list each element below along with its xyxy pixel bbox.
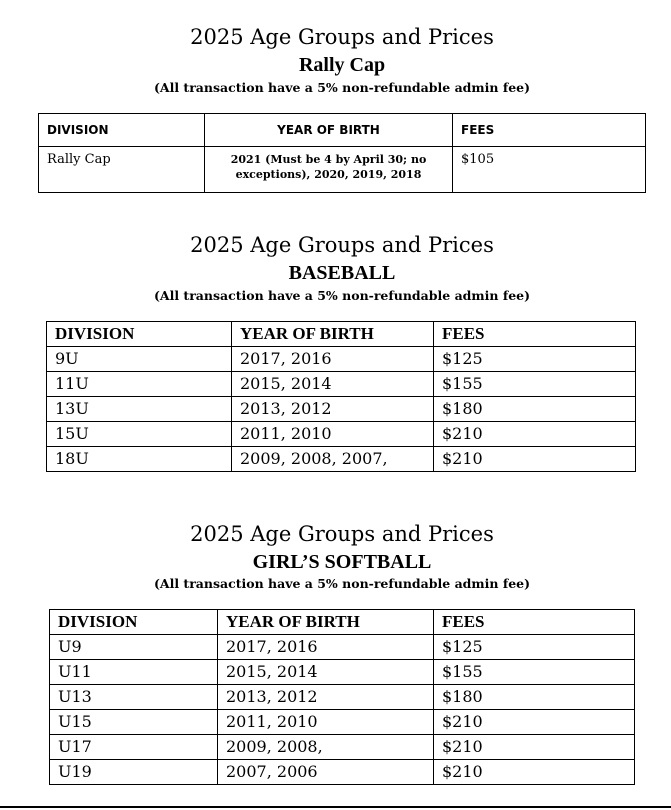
table-row — [47, 422, 636, 447]
table-row — [50, 685, 635, 710]
cell-fees: $210 — [434, 422, 636, 447]
cell-division: Rally Cap — [39, 147, 205, 193]
cell-division: U17 — [50, 735, 218, 760]
table-header-row — [47, 322, 636, 347]
admin-fee-note-softball: (All transaction have a 5% non-refundable admin fee) — [153, 576, 531, 591]
cell-year-of-birth: 2007, 2006 — [218, 760, 434, 785]
cell-year-of-birth: 2015, 2014 — [232, 372, 434, 397]
cell-fees: $210 — [434, 760, 635, 785]
cell-division: U13 — [50, 685, 218, 710]
cell-fees: $210 — [434, 735, 635, 760]
table-row — [47, 347, 636, 372]
table-row — [47, 447, 636, 472]
header-fees: FEES — [434, 322, 636, 347]
cell-fees: $210 — [434, 447, 636, 472]
section-subtitle-rally-cap: Rally Cap — [298, 54, 386, 76]
header-year-of-birth: YEAR OF BIRTH — [205, 114, 453, 147]
cell-fees: $125 — [434, 635, 635, 660]
cell-year-of-birth: 2011, 2010 — [232, 422, 434, 447]
cell-division: 15U — [47, 422, 232, 447]
header-year-of-birth: YEAR OF BIRTH — [232, 322, 434, 347]
cell-fees: $180 — [434, 685, 635, 710]
table-header-row — [39, 114, 646, 147]
section-title-rally-cap: 2025 Age Groups and Prices — [190, 25, 494, 49]
section-subtitle-baseball: BASEBALL — [288, 262, 396, 284]
header-fees: FEES — [453, 114, 646, 147]
header-year-of-birth: YEAR OF BIRTH — [218, 610, 434, 635]
softball-table — [49, 609, 635, 785]
header-division: DIVISION — [50, 610, 218, 635]
cell-division: 13U — [47, 397, 232, 422]
cell-division: 18U — [47, 447, 232, 472]
cell-year-of-birth: 2021 (Must be 4 by April 30; no exceptions), 2020, 2019, 2018 — [205, 147, 453, 193]
cell-year-of-birth: 2009, 2008, 2007, — [232, 447, 434, 472]
header-division: DIVISION — [47, 322, 232, 347]
cell-year-of-birth: 2013, 2012 — [218, 685, 434, 710]
table-row — [47, 372, 636, 397]
section-title-baseball: 2025 Age Groups and Prices — [190, 233, 494, 257]
table-header-row — [50, 610, 635, 635]
cell-division: U15 — [50, 710, 218, 735]
section-subtitle-softball: GIRL’S SOFTBALL — [252, 551, 432, 573]
table-row — [50, 635, 635, 660]
table-row — [39, 147, 646, 193]
cell-fees: $105 — [453, 147, 646, 193]
cell-fees: $210 — [434, 710, 635, 735]
cell-year-of-birth: 2011, 2010 — [218, 710, 434, 735]
cell-division: U9 — [50, 635, 218, 660]
table-row — [50, 735, 635, 760]
table-row — [50, 660, 635, 685]
cell-fees: $180 — [434, 397, 636, 422]
section-title-softball: 2025 Age Groups and Prices — [190, 522, 494, 546]
cell-division: U11 — [50, 660, 218, 685]
header-fees: FEES — [434, 610, 635, 635]
cell-fees: $155 — [434, 372, 636, 397]
cell-year-of-birth: 2015, 2014 — [218, 660, 434, 685]
cell-division: 9U — [47, 347, 232, 372]
cell-year-of-birth: 2017, 2016 — [218, 635, 434, 660]
page-bottom-divider — [0, 806, 671, 808]
table-row — [47, 397, 636, 422]
table-row — [50, 760, 635, 785]
admin-fee-note-rally-cap: (All transaction have a 5% non-refundable admin fee) — [153, 80, 531, 95]
table-row — [50, 710, 635, 735]
cell-year-of-birth: 2017, 2016 — [232, 347, 434, 372]
cell-year-of-birth: 2013, 2012 — [232, 397, 434, 422]
cell-year-of-birth: 2009, 2008, — [218, 735, 434, 760]
baseball-table — [46, 321, 636, 472]
admin-fee-note-baseball: (All transaction have a 5% non-refundable admin fee) — [153, 288, 531, 303]
cell-division: U19 — [50, 760, 218, 785]
cell-fees: $155 — [434, 660, 635, 685]
cell-fees: $125 — [434, 347, 636, 372]
rally-cap-table — [38, 113, 646, 193]
header-division: DIVISION — [39, 114, 205, 147]
cell-division: 11U — [47, 372, 232, 397]
